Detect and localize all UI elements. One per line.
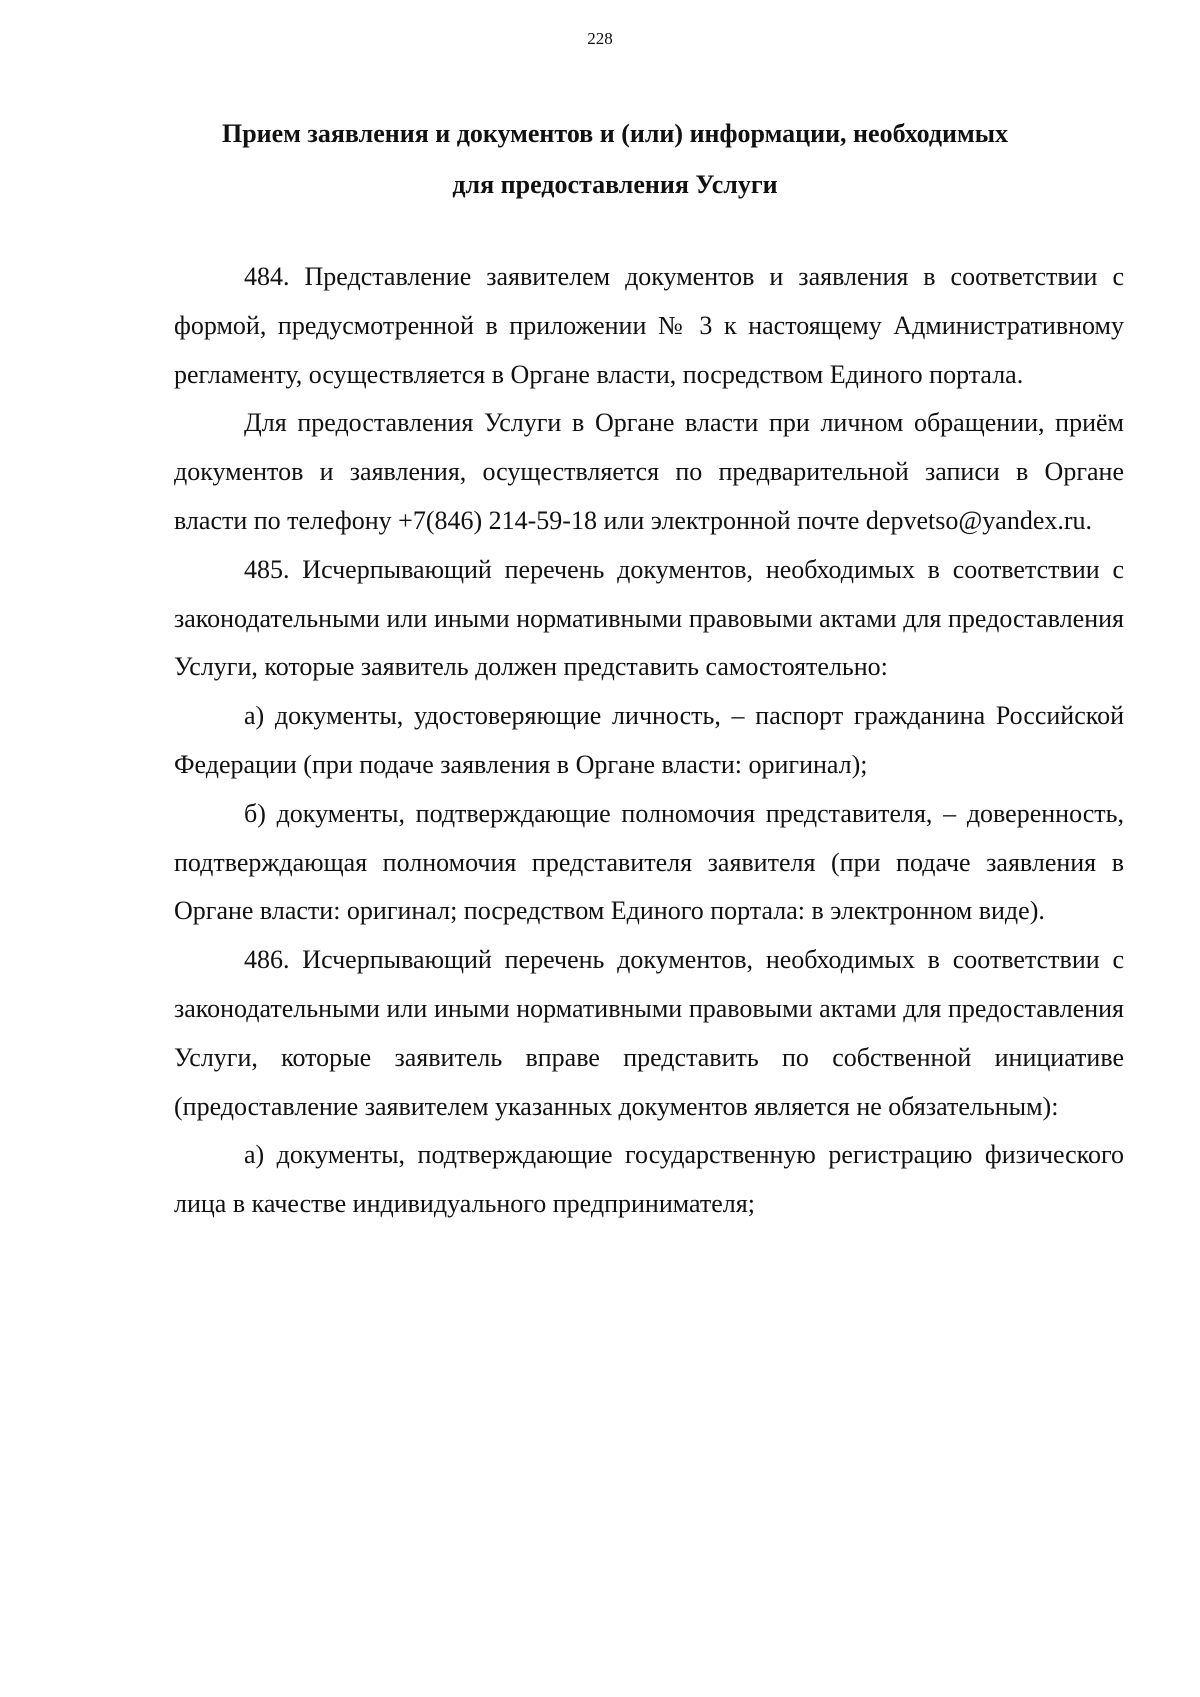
document-body — [174, 253, 1124, 1229]
paragraph-484-appointment: Для предоставления Услуги в Органе власти при личном обращении, приём документов и заявления, осуществляется по предварительной записи в Органе власти по телефону +7(846) 214-59-18 или электронной почте depvetso@yandex.ru. — [174, 408, 1124, 535]
page-number: 228 — [587, 29, 613, 48]
section-heading-line-1: Прием заявления и документов и (или) информации, необходимых — [221, 119, 1008, 148]
paragraph-486-item-a: а) документы, подтверждающие государственную регистрацию физического лица в качестве индивидуального предпринимателя; — [174, 1140, 1124, 1219]
paragraph-486: 486. Исчерпывающий перечень документов, необходимых в соответствии с законодательными или иными нормативными правовыми актами для предоставления Услуги, которые заявитель вправе представить по собственной инициативе (предоставление заявителем указанных документов является не обязательным): — [174, 945, 1124, 1121]
paragraph-485-item-b: б) документы, подтверждающие полномочия представителя, – доверенность, подтверждающая полномочия представителя заявителя (при подаче заявления в Органе власти: оригинал; посредством Единого портала: в электронном виде). — [174, 798, 1124, 926]
paragraph-485: 485. Исчерпывающий перечень документов, необходимых в соответствии с законодательными или иными нормативными правовыми актами для предоставления Услуги, которые заявитель должен представить самостоятельно: — [174, 554, 1124, 682]
paragraph-485-item-a: а) документы, удостоверяющие личность, – паспорт гражданина Российской Федерации (при подаче заявления в Органе власти: оригинал); — [174, 701, 1124, 779]
section-heading-line-2: для предоставления Услуги — [452, 170, 778, 199]
paragraph-484: 484. Представление заявителем документов и заявления в соответствии с формой, предусмотренной в приложении № 3 к настоящему Административному регламенту, осуществляется в Органе власти, посредством Единого портала. — [174, 262, 1124, 389]
section-heading — [170, 108, 1060, 210]
